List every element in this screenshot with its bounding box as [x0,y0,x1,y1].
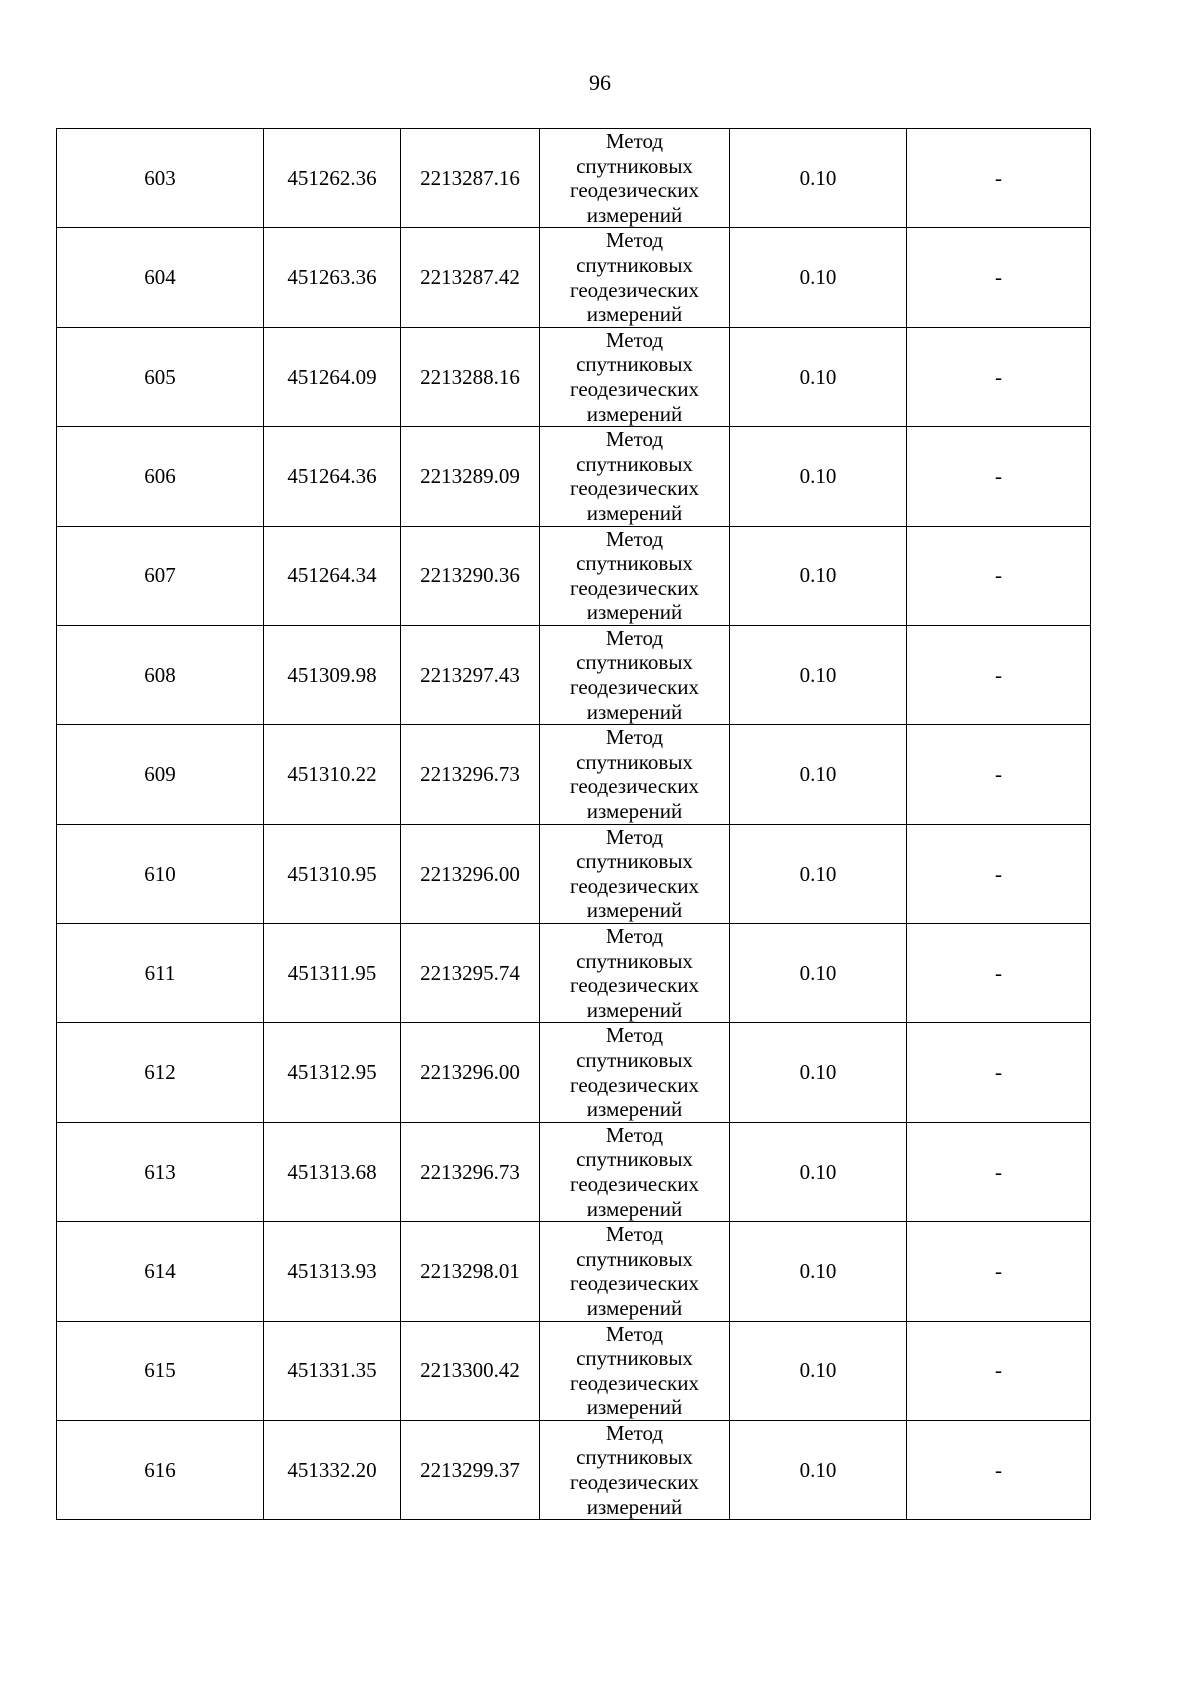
y-coordinate-cell: 2213296.00 [401,1023,540,1122]
accuracy-cell: 0.10 [730,725,907,824]
y-coordinate-cell: 2213290.36 [401,526,540,625]
note-cell: - [907,427,1091,526]
accuracy-cell: 0.10 [730,1222,907,1321]
method-line: Метод [605,228,664,253]
method-line: спутниковых [576,1047,693,1072]
method-cell [540,327,730,426]
table-row [57,228,1091,327]
note-cell: - [907,1122,1091,1221]
point-number-cell: 612 [57,1023,264,1122]
x-coordinate-cell: 451311.95 [264,924,401,1023]
method-line: спутниковых [576,1346,693,1371]
y-coordinate-cell: 2213289.09 [401,427,540,526]
note-cell: - [907,725,1091,824]
method-line: Метод [605,526,664,551]
method-line: геодезических [569,675,699,700]
method-line: Метод [605,1321,664,1346]
method-line: спутниковых [576,153,693,178]
accuracy-cell: 0.10 [730,228,907,327]
method-line: спутниковых [576,650,693,675]
x-coordinate-cell: 451312.95 [264,1023,401,1122]
y-coordinate-cell: 2213300.42 [401,1321,540,1420]
table-row [57,924,1091,1023]
note-cell: - [907,924,1091,1023]
x-coordinate-cell: 451264.36 [264,427,401,526]
accuracy-cell: 0.10 [730,427,907,526]
y-coordinate-cell: 2213288.16 [401,327,540,426]
table-body [57,129,1091,1520]
point-number-cell: 607 [57,526,264,625]
method-line: геодезических [569,476,699,501]
method-line: измерений [586,1494,683,1519]
x-coordinate-cell: 451332.20 [264,1420,401,1519]
point-number-cell: 611 [57,924,264,1023]
point-number-cell: 609 [57,725,264,824]
accuracy-cell: 0.10 [730,129,907,228]
method-line: измерений [586,699,683,724]
y-coordinate-cell: 2213295.74 [401,924,540,1023]
note-cell: - [907,228,1091,327]
point-number-cell: 605 [57,327,264,426]
accuracy-cell: 0.10 [730,625,907,724]
table-row [57,427,1091,526]
method-cell [540,625,730,724]
method-line: геодезических [569,774,699,799]
accuracy-cell: 0.10 [730,1023,907,1122]
table-row [57,1321,1091,1420]
method-line: Метод [605,1023,664,1048]
method-line: геодезических [569,178,699,203]
method-line: спутниковых [576,1445,693,1470]
accuracy-cell: 0.10 [730,327,907,426]
point-number-cell: 616 [57,1420,264,1519]
accuracy-cell: 0.10 [730,526,907,625]
y-coordinate-cell: 2213299.37 [401,1420,540,1519]
method-line: Метод [605,625,664,650]
method-line: Метод [605,924,664,948]
x-coordinate-cell: 451310.22 [264,725,401,824]
table-row [57,725,1091,824]
method-cell [540,129,730,228]
method-line: Метод [605,129,664,153]
page-number: 96 [589,70,611,95]
method-line: измерений [586,302,683,327]
method-cell [540,1321,730,1420]
point-number-cell: 613 [57,1122,264,1221]
x-coordinate-cell: 451331.35 [264,1321,401,1420]
point-number-cell: 614 [57,1222,264,1321]
accuracy-cell: 0.10 [730,1420,907,1519]
y-coordinate-cell: 2213296.73 [401,725,540,824]
accuracy-cell: 0.10 [730,1321,907,1420]
method-line: Метод [605,427,664,452]
note-cell: - [907,1023,1091,1122]
note-cell: - [907,1321,1091,1420]
method-line: геодезических [569,277,699,302]
accuracy-cell: 0.10 [730,1122,907,1221]
method-line: измерений [586,1097,683,1122]
table-row [57,625,1091,724]
x-coordinate-cell: 451313.68 [264,1122,401,1221]
method-line: геодезических [569,1271,699,1296]
x-coordinate-cell: 451264.09 [264,327,401,426]
method-line: измерений [586,1295,683,1320]
method-line: спутниковых [576,551,693,576]
y-coordinate-cell: 2213296.00 [401,824,540,923]
method-line: геодезических [569,873,699,898]
method-line: геодезических [569,1370,699,1395]
table-row [57,1023,1091,1122]
method-line: спутниковых [576,749,693,774]
method-line: геодезических [569,1171,699,1196]
method-line: спутниковых [576,849,693,874]
method-cell [540,824,730,923]
table-row [57,1222,1091,1321]
method-line: измерений [586,1395,683,1420]
method-line: измерений [586,799,683,824]
table-row [57,327,1091,426]
note-cell: - [907,129,1091,228]
method-cell [540,1222,730,1321]
method-line: измерений [586,401,683,426]
method-line: измерений [586,1196,683,1221]
x-coordinate-cell: 451264.34 [264,526,401,625]
method-cell [540,1023,730,1122]
accuracy-cell: 0.10 [730,924,907,1023]
y-coordinate-cell: 2213287.16 [401,129,540,228]
point-number-cell: 604 [57,228,264,327]
method-line: спутниковых [576,451,693,476]
method-line: спутниковых [576,252,693,277]
point-number-cell: 615 [57,1321,264,1420]
table-row [57,824,1091,923]
method-line: геодезических [569,1072,699,1097]
method-cell [540,526,730,625]
method-cell [540,427,730,526]
method-cell [540,725,730,824]
x-coordinate-cell: 451313.93 [264,1222,401,1321]
note-cell: - [907,824,1091,923]
method-line: Метод [605,1420,664,1445]
x-coordinate-cell: 451309.98 [264,625,401,724]
method-line: геодезических [569,575,699,600]
method-line: измерений [586,997,683,1022]
method-line: измерений [586,898,683,923]
y-coordinate-cell: 2213296.73 [401,1122,540,1221]
method-line: геодезических [569,376,699,401]
method-line: геодезических [569,973,699,998]
method-line: геодезических [569,1470,699,1495]
y-coordinate-cell: 2213298.01 [401,1222,540,1321]
x-coordinate-cell: 451262.36 [264,129,401,228]
accuracy-cell: 0.10 [730,824,907,923]
table-row [57,1122,1091,1221]
method-cell [540,228,730,327]
note-cell: - [907,1420,1091,1519]
table-row [57,129,1091,228]
method-line: измерений [586,500,683,525]
method-line: измерений [586,600,683,625]
note-cell: - [907,625,1091,724]
method-line: спутниковых [576,1246,693,1271]
note-cell: - [907,1222,1091,1321]
method-line: Метод [605,1222,664,1247]
y-coordinate-cell: 2213287.42 [401,228,540,327]
x-coordinate-cell: 451310.95 [264,824,401,923]
point-number-cell: 603 [57,129,264,228]
method-line: спутниковых [576,1147,693,1172]
method-line: измерений [586,202,683,227]
method-line: спутниковых [576,352,693,377]
method-cell [540,1420,730,1519]
method-line: спутниковых [576,948,693,973]
point-number-cell: 608 [57,625,264,724]
method-line: Метод [605,327,664,352]
table-row [57,1420,1091,1519]
y-coordinate-cell: 2213297.43 [401,625,540,724]
method-line: Метод [605,1122,664,1147]
point-number-cell: 606 [57,427,264,526]
method-line: Метод [605,824,664,849]
coordinates-table [56,128,1091,1520]
table-row [57,526,1091,625]
note-cell: - [907,526,1091,625]
method-line: Метод [605,725,664,750]
point-number-cell: 610 [57,824,264,923]
method-cell [540,1122,730,1221]
x-coordinate-cell: 451263.36 [264,228,401,327]
note-cell: - [907,327,1091,426]
method-cell [540,924,730,1023]
